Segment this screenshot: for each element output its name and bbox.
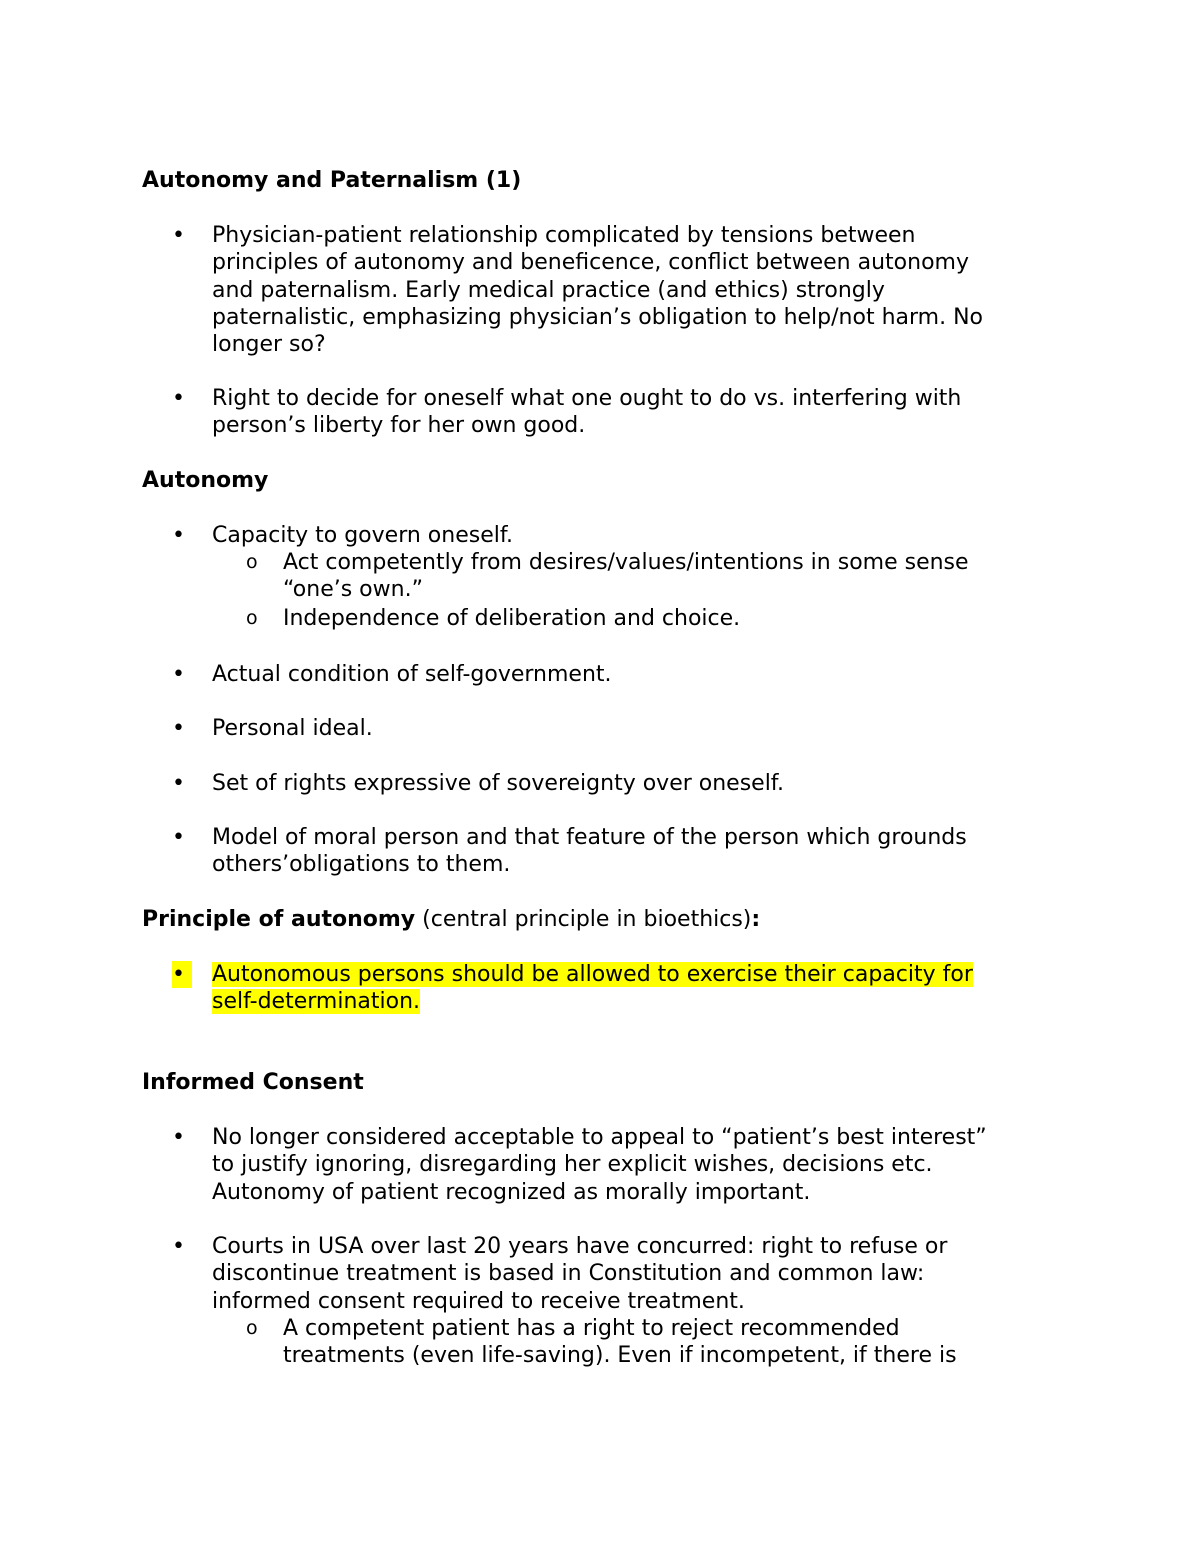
heading-principle-note: (central principle in bioethics) [415,907,752,932]
list-item [172,385,1052,440]
bullet-marker: • [172,1234,185,1259]
list-item-text: Actual condition of self-government. [212,662,612,687]
list-item-text: Courts in USA over last 20 years have concurred: right to refuse or discontinue treatment is based in Constitution and common law: informed consent required to receive treatment. [212,1234,948,1314]
heading-principle-bold: Principle of autonomy [142,907,416,932]
heading-principle-colon: : [751,907,761,932]
sub-list-item-text: Independence of deliberation and choice. [283,606,741,631]
sub-list-item [246,549,1046,604]
bullet-marker: • [172,662,185,687]
sub-bullet-marker: o [246,1317,258,1339]
heading-autonomy-and-paternalism: Autonomy and Paternalism (1) [142,168,522,193]
bullet-marker: • [172,825,185,850]
list-item [172,715,1052,742]
bullet-marker: • [172,961,192,988]
sub-list-item [246,605,1046,632]
sub-bullet-marker: o [246,551,258,573]
list-item [172,1233,1052,1315]
list-item [172,661,1052,688]
list-item-text: Capacity to govern oneself. [212,523,513,548]
list-item-highlighted [172,961,1052,1016]
heading-informed-consent: Informed Consent [142,1070,364,1095]
list-item-text: Right to decide for oneself what one ought to do vs. interfering with person’s liberty for her own good. [212,386,962,439]
heading-principle-of-autonomy [142,906,760,934]
bullet-marker: • [172,386,185,411]
list-item [172,522,1052,549]
list-item-text: Personal ideal. [212,716,373,741]
list-item-text [212,961,1052,1016]
list-item [172,824,1052,879]
list-item [172,1124,1052,1206]
highlighted-text: Autonomous persons should be allowed to exercise their capacity for self-determination. [212,962,973,1015]
list-item-text: No longer considered acceptable to appeal to “patient’s best interest” to justify ignoring, disregarding her explicit wishes, decisions etc. Autonomy of patient recognized as morally important. [212,1125,987,1205]
sub-list-item-text: A competent patient has a right to reject recommended treatments (even life-saving). Even if incompetent, if there is [283,1316,957,1369]
bullet-marker: • [172,223,185,248]
bullet-marker: • [172,523,185,548]
bullet-marker: • [172,1125,185,1150]
list-item [172,770,1052,797]
list-item-text: Set of rights expressive of sovereignty over oneself. [212,771,784,796]
list-item-text: Physician-patient relationship complicated by tensions between principles of autonomy and beneficence, conflict between autonomy and paternalism. Early medical practice (and ethics) strongly paternalistic, emphasizing physician’s obligation to help/not harm. No longer so? [212,223,983,358]
sub-list-item [246,1315,1046,1370]
list-item-text: Model of moral person and that feature of the person which grounds others’obligations to them. [212,825,967,878]
bullet-marker: • [172,771,185,796]
list-item [172,222,1052,358]
sub-bullet-marker: o [246,607,258,629]
bullet-marker: • [172,716,185,741]
heading-autonomy: Autonomy [142,468,269,493]
sub-list-item-text: Act competently from desires/values/intentions in some sense “one’s own.” [283,550,969,603]
